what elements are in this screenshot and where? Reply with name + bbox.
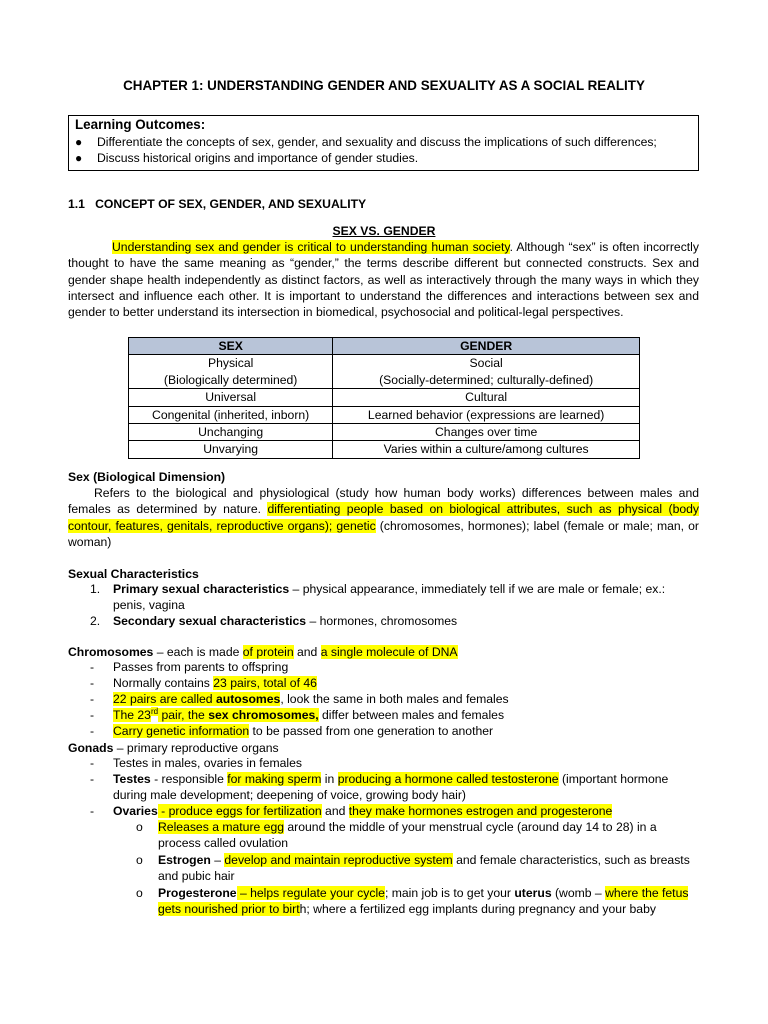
list-item: The 23rd pair, the sex chromosomes, differ between males and females bbox=[113, 706, 505, 722]
circle-bullet-icon: o bbox=[136, 886, 143, 900]
bullet-icon: ● bbox=[75, 151, 83, 165]
list-item: Normally contains 23 pairs, total of 46 bbox=[113, 676, 317, 690]
chapter-title: CHAPTER 1: UNDERSTANDING GENDER AND SEXUALITY AS A SOCIAL REALITY bbox=[123, 78, 645, 93]
chromosomes-line: Chromosomes – each is made of protein and a single molecule of DNA bbox=[68, 645, 458, 659]
list-item: Primary sexual characteristics – physical appearance, immediately tell if we are male or female; ex.: bbox=[113, 582, 666, 596]
table-row: Unchanging Changes over time bbox=[129, 424, 640, 441]
circle-bullet-icon: o bbox=[136, 820, 143, 834]
sex-bio-heading: Sex (Biological Dimension) bbox=[68, 470, 226, 484]
table-row: (Biologically determined) (Socially-determined; culturally-defined) bbox=[129, 372, 640, 389]
sex-bio-paragraph: Refers to the biological and physiological (study how human body works) differences between males and females as determined by nature. differentiating people based on biological attributes, such as physical (body contour, features, genitals, reproductive organs); genetic (chromosomes, hormones); label (female or male; man, or woman) bbox=[68, 486, 699, 549]
gonads-list: - Testes in males, ovaries in females - Testes - responsible for making sperm in producing a hormone called testosterone (important hormone during male development; deepening of voice, growing body hair) - Ovaries - produce eggs for fertilization and they make hormones estrogen and progesterone o Releases a mature egg around the middle of your menstrual cycle (around day 14 to 28) in a process called ovulation o Estrogen – develop and maintain reproductive system and female characteristics, such as breasts and pubic hair o Progesterone – helps regulate your cycle; main job is to get your uterus (womb – where the fetus gets nourished prior to birth; where a fertilized egg implants during pregnancy and your baby bbox=[90, 756, 690, 916]
section-heading: 1.1 CONCEPT OF SEX, GENDER, AND SEXUALITY bbox=[68, 197, 367, 211]
list-item: Passes from parents to offspring bbox=[113, 660, 289, 674]
table-header: GENDER bbox=[333, 338, 640, 355]
table-header: SEX bbox=[129, 338, 333, 355]
table-row: Physical Social bbox=[129, 355, 640, 372]
list-item: 22 pairs are called autosomes, look the same in both males and females bbox=[113, 692, 509, 706]
gonads-line: Gonads – primary reproductive organs bbox=[68, 741, 279, 755]
bullet-icon: ● bbox=[75, 135, 83, 149]
circle-bullet-icon: o bbox=[136, 853, 143, 867]
table-row: Unvarying Varies within a culture/among cultures bbox=[129, 441, 640, 458]
sexual-char-heading: Sexual Characteristics bbox=[68, 567, 199, 581]
learning-outcomes-heading: Learning Outcomes: bbox=[75, 117, 206, 132]
subsection-heading: SEX VS. GENDER bbox=[332, 224, 436, 238]
learning-outcomes-box: Learning Outcomes: ● Differentiate the concepts of sex, gender, and sexuality and discuss the implications of such differences; ● Discuss historical origins and importance of gender studies. bbox=[68, 115, 699, 171]
list-item: Testes in males, ovaries in females bbox=[113, 756, 302, 770]
sex-gender-table bbox=[128, 337, 640, 459]
list-item: Testes - responsible for making sperm in producing a hormone called testosterone (important hormone bbox=[113, 772, 669, 786]
list-item: Releases a mature egg around the middle of your menstrual cycle (around day 14 to 28) in a bbox=[158, 820, 657, 834]
sexual-char-list: 1. Primary sexual characteristics – physical appearance, immediately tell if we are male or female; ex.: penis, vagina 2. Secondary sexual characteristics – hormones, chromosomes bbox=[90, 582, 666, 628]
table-row: Universal Cultural bbox=[129, 389, 640, 406]
list-item: Estrogen – develop and maintain reproductive system and female characteristics, such as breasts bbox=[158, 853, 690, 867]
chromosomes-list: - Passes from parents to offspring - Normally contains 23 pairs, total of 46 - 22 pairs are called autosomes, look the same in both males and females - The 23rd pair, the sex chromosomes, differ between males and females - Carry genetic information to be passed from one generation to another bbox=[90, 660, 509, 738]
sex-vs-gender-paragraph: Understanding sex and gender is critical to understanding human society. Although “sex” is often incorrectly thought to have the same meaning as “gender,” the terms describe different but connected constructs. Sex and gender shape health independently as distinct factors, as well as interactively through the many ways in which they intersect and influence each other. It is important to understand the differences and interactions between sex and gender to better understand its intersection in biomedical, psychosocial and political-legal perspectives. bbox=[68, 240, 699, 320]
list-item: Secondary sexual characteristics – hormones, chromosomes bbox=[113, 614, 458, 628]
list-item: Ovaries - produce eggs for fertilization and they make hormones estrogen and progesterone bbox=[113, 804, 613, 818]
table-row: Congenital (inherited, inborn) Learned behavior (expressions are learned) bbox=[129, 406, 640, 423]
list-item: Carry genetic information to be passed from one generation to another bbox=[113, 724, 494, 738]
list-item: Progesterone – helps regulate your cycle; main job is to get your uterus (womb – where the fetus bbox=[158, 886, 689, 900]
